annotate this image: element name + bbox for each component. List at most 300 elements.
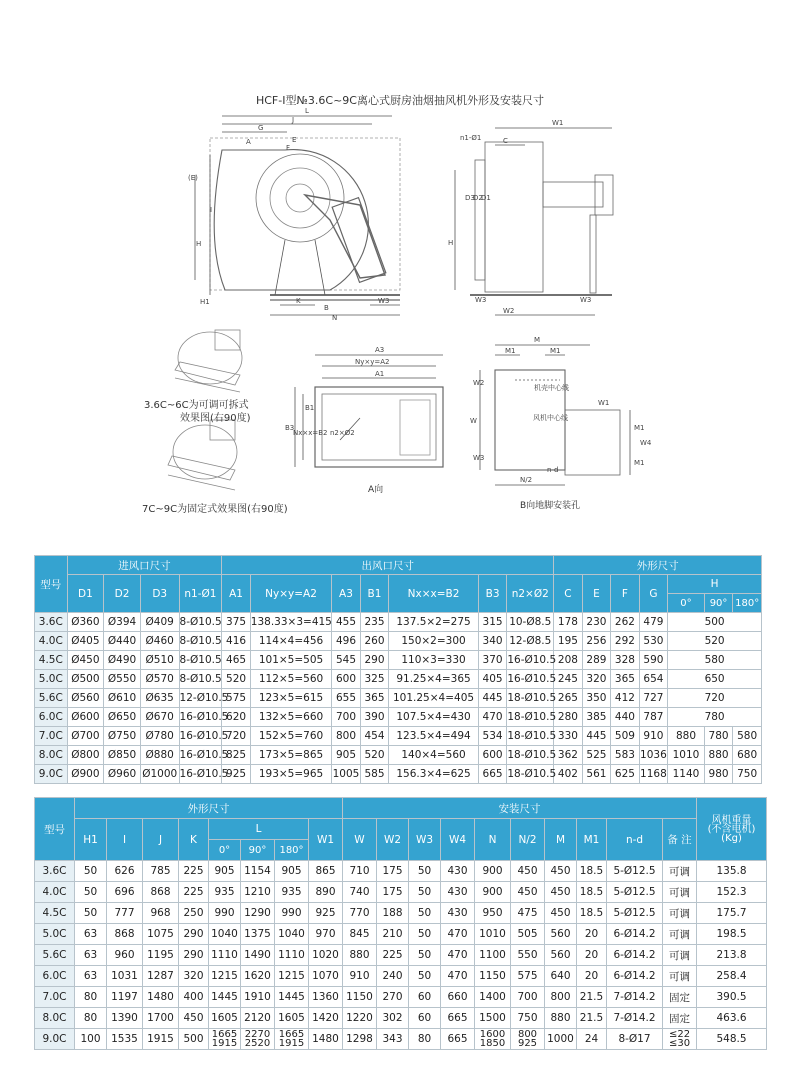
table-cell: 175 bbox=[377, 861, 409, 882]
table-cell: 1535 bbox=[107, 1029, 143, 1050]
table-row bbox=[35, 727, 762, 746]
table-cell: 890 bbox=[309, 882, 343, 903]
h-cell: 750 bbox=[733, 765, 762, 784]
col-e: E bbox=[582, 575, 611, 613]
h-cell: 720 bbox=[668, 689, 762, 708]
col-l-90: 90° bbox=[241, 840, 275, 861]
table-cell: 20 bbox=[577, 945, 607, 966]
table-cell: 525 bbox=[582, 746, 611, 765]
table-cell: 550 bbox=[511, 945, 545, 966]
table-cell: 450 bbox=[179, 1008, 209, 1029]
table-cell: 1195 bbox=[143, 945, 179, 966]
table-cell: Ø490 bbox=[104, 651, 141, 670]
col-f: F bbox=[611, 575, 640, 613]
table-cell: 可调 bbox=[663, 924, 697, 945]
model-cell: 6.0C bbox=[35, 966, 75, 987]
table-cell: 470 bbox=[441, 966, 475, 987]
table-cell: 21.5 bbox=[577, 1008, 607, 1029]
table-cell: Ø650 bbox=[104, 708, 141, 727]
model-cell: 3.6C bbox=[35, 861, 75, 882]
svg-text:M: M bbox=[534, 336, 541, 344]
table-cell: 696 bbox=[107, 882, 143, 903]
table-cell: 114×4=456 bbox=[250, 632, 331, 651]
table-cell: 5-Ø12.5 bbox=[607, 882, 663, 903]
table-cell: 100 bbox=[75, 1029, 107, 1050]
table-cell: 600 bbox=[478, 746, 507, 765]
fan-illustration-1 bbox=[175, 330, 242, 392]
table-cell: 24 bbox=[577, 1029, 607, 1050]
model-cell: 6.0C bbox=[35, 708, 68, 727]
model-cell: 5.0C bbox=[35, 924, 75, 945]
table-cell: 1360 bbox=[309, 987, 343, 1008]
table-row bbox=[35, 945, 767, 966]
l-cell: 1040 bbox=[209, 924, 241, 945]
table-row bbox=[35, 689, 762, 708]
table-cell: 63 bbox=[75, 924, 107, 945]
table-cell: 18-Ø10.5 bbox=[507, 746, 554, 765]
svg-text:K: K bbox=[296, 297, 301, 305]
table-cell: 91.25×4=365 bbox=[389, 670, 479, 689]
table-cell: 665 bbox=[441, 1008, 475, 1029]
n-half-cell: 800 925 bbox=[511, 1029, 545, 1050]
table-cell: 7-Ø14.2 bbox=[607, 987, 663, 1008]
table-cell: Ø405 bbox=[67, 632, 104, 651]
table-cell: 520 bbox=[360, 746, 389, 765]
col-n1: n1-Ø1 bbox=[179, 575, 222, 613]
table-cell: 445 bbox=[582, 727, 611, 746]
table-cell: 225 bbox=[179, 882, 209, 903]
table-cell: 868 bbox=[143, 882, 179, 903]
table-cell: 137.5×2=275 bbox=[389, 613, 479, 632]
table-cell: 925 bbox=[222, 765, 251, 784]
shape-group-header: 外形尺寸 bbox=[554, 556, 762, 575]
table-cell: 16-Ø10.5 bbox=[179, 708, 222, 727]
table-cell: 1700 bbox=[143, 1008, 179, 1029]
table-row bbox=[35, 651, 762, 670]
table-cell: 365 bbox=[360, 689, 389, 708]
table-cell: 475 bbox=[511, 903, 545, 924]
svg-text:W3: W3 bbox=[475, 296, 487, 304]
table-cell: 626 bbox=[107, 861, 143, 882]
model-cell: 5.6C bbox=[35, 689, 68, 708]
table-cell: 8-Ø10.5 bbox=[179, 651, 222, 670]
table-cell: 60 bbox=[409, 987, 441, 1008]
svg-text:I: I bbox=[210, 206, 213, 214]
table-cell: 7-Ø14.2 bbox=[607, 1008, 663, 1029]
table-cell: 8-Ø17 bbox=[607, 1029, 663, 1050]
table-cell: 640 bbox=[545, 966, 577, 987]
table-cell: 5-Ø12.5 bbox=[607, 861, 663, 882]
table-cell: 560 bbox=[545, 945, 577, 966]
table-cell: 505 bbox=[511, 924, 545, 945]
table-cell: 455 bbox=[332, 613, 361, 632]
table-cell: Ø460 bbox=[140, 632, 179, 651]
table-cell: 520 bbox=[222, 670, 251, 689]
caption-adjustable: 3.6C~6C为可调可拆式 bbox=[144, 400, 249, 411]
table-cell: 727 bbox=[639, 689, 668, 708]
table-cell: 465 bbox=[222, 651, 251, 670]
table-cell: 740 bbox=[343, 882, 377, 903]
table-cell: 450 bbox=[545, 882, 577, 903]
model-cell: 5.0C bbox=[35, 670, 68, 689]
col-d3: D3 bbox=[140, 575, 179, 613]
table-row bbox=[35, 924, 767, 945]
table-cell: Ø550 bbox=[104, 670, 141, 689]
col-h-180: 180° bbox=[733, 594, 762, 613]
table-cell: 710 bbox=[343, 861, 377, 882]
table-cell: 479 bbox=[639, 613, 668, 632]
table-cell: Ø409 bbox=[140, 613, 179, 632]
table-cell: 193×5=965 bbox=[250, 765, 331, 784]
table-cell: 50 bbox=[409, 861, 441, 882]
table-cell: 509 bbox=[611, 727, 640, 746]
col-w2: W2 bbox=[377, 819, 409, 861]
svg-text:L: L bbox=[305, 107, 309, 115]
table-cell: 16-Ø10.5 bbox=[179, 727, 222, 746]
table-cell: 50 bbox=[409, 903, 441, 924]
table-cell: 235 bbox=[360, 613, 389, 632]
table-cell: 175.7 bbox=[697, 903, 767, 924]
front-view-drawing bbox=[188, 107, 400, 322]
table-row bbox=[35, 1008, 767, 1029]
table-cell: 390.5 bbox=[697, 987, 767, 1008]
svg-text:F: F bbox=[286, 144, 291, 152]
h-cell: 880 bbox=[668, 727, 705, 746]
table-cell: 18.5 bbox=[577, 903, 607, 924]
svg-text:G: G bbox=[258, 124, 264, 132]
table-cell: 470 bbox=[441, 924, 475, 945]
table-cell: 63 bbox=[75, 966, 107, 987]
table-row bbox=[35, 861, 767, 882]
table-cell: 1100 bbox=[475, 945, 511, 966]
svg-text:Ny×y=A2: Ny×y=A2 bbox=[355, 358, 390, 366]
table-cell: 1480 bbox=[309, 1029, 343, 1050]
l-cell: 1910 bbox=[241, 987, 275, 1008]
col-d2: D2 bbox=[104, 575, 141, 613]
table-cell: 1500 bbox=[475, 1008, 511, 1029]
table-cell: Ø1000 bbox=[140, 765, 179, 784]
svg-text:n1-Ø1: n1-Ø1 bbox=[460, 134, 482, 142]
table-cell: 660 bbox=[441, 987, 475, 1008]
svg-text:N/2: N/2 bbox=[520, 476, 533, 484]
table-cell: 可调 bbox=[663, 861, 697, 882]
table-cell: 534 bbox=[478, 727, 507, 746]
table-cell: 302 bbox=[377, 1008, 409, 1029]
l-cell: 1210 bbox=[241, 882, 275, 903]
note-cell: ≤22 ≤30 bbox=[663, 1029, 697, 1050]
table-cell: 450 bbox=[511, 861, 545, 882]
weight-header: 风机重量 (不含电机) (Kg) bbox=[697, 798, 767, 861]
table-cell: Ø850 bbox=[104, 746, 141, 765]
model-cell: 4.5C bbox=[35, 903, 75, 924]
table-cell: 315 bbox=[478, 613, 507, 632]
table-cell: 110×3=330 bbox=[389, 651, 479, 670]
svg-text:M1: M1 bbox=[634, 459, 645, 467]
table-cell: 1036 bbox=[639, 746, 668, 765]
table-cell: 可调 bbox=[663, 903, 697, 924]
model-cell: 9.0C bbox=[35, 765, 68, 784]
col-m1: M1 bbox=[577, 819, 607, 861]
h-cell: 580 bbox=[733, 727, 762, 746]
table-cell: 1150 bbox=[475, 966, 511, 987]
l-cell: 1445 bbox=[275, 987, 309, 1008]
h-cell: 980 bbox=[704, 765, 733, 784]
l-cell: 1290 bbox=[241, 903, 275, 924]
table-cell: Ø960 bbox=[104, 765, 141, 784]
table-cell: Ø394 bbox=[104, 613, 141, 632]
h-cell: 650 bbox=[668, 670, 762, 689]
svg-text:W1: W1 bbox=[552, 119, 564, 127]
table-cell: 905 bbox=[332, 746, 361, 765]
table-row bbox=[35, 708, 762, 727]
table-cell: 123×5=615 bbox=[250, 689, 331, 708]
table-cell: 50 bbox=[409, 924, 441, 945]
table-cell: 496 bbox=[332, 632, 361, 651]
table-cell: 18.5 bbox=[577, 882, 607, 903]
table-cell: 350 bbox=[582, 689, 611, 708]
table-cell: 1400 bbox=[475, 987, 511, 1008]
table-cell: 213.8 bbox=[697, 945, 767, 966]
col-a3: A3 bbox=[332, 575, 361, 613]
a-view-caption: A向 bbox=[368, 485, 384, 495]
col-n2: n2×Ø2 bbox=[507, 575, 554, 613]
table-cell: Ø450 bbox=[67, 651, 104, 670]
col-h-90: 90° bbox=[704, 594, 733, 613]
l-cell: 1110 bbox=[275, 945, 309, 966]
b-view-caption: B向地脚安装孔 bbox=[520, 501, 581, 511]
table-cell: 可调 bbox=[663, 882, 697, 903]
h-cell: 780 bbox=[704, 727, 733, 746]
table-cell: Ø670 bbox=[140, 708, 179, 727]
col-b3: B3 bbox=[478, 575, 507, 613]
svg-text:D3: D3 bbox=[465, 194, 475, 202]
table-cell: 1420 bbox=[309, 1008, 343, 1029]
table-cell: 101×5=505 bbox=[250, 651, 331, 670]
svg-text:机壳中心线: 机壳中心线 bbox=[534, 384, 569, 392]
model-header: 型号 bbox=[35, 556, 68, 613]
table-cell: 900 bbox=[475, 861, 511, 882]
h-cell: 780 bbox=[668, 708, 762, 727]
table-cell: 50 bbox=[75, 903, 107, 924]
table-cell: 208 bbox=[554, 651, 583, 670]
table-cell: 500 bbox=[179, 1029, 209, 1050]
table-cell: 258.4 bbox=[697, 966, 767, 987]
table-cell: Ø440 bbox=[104, 632, 141, 651]
outlet-group-header: 出风口尺寸 bbox=[222, 556, 554, 575]
b-view-drawing bbox=[470, 336, 652, 511]
table-cell: 18-Ø10.5 bbox=[507, 727, 554, 746]
col-n-half: N/2 bbox=[511, 819, 545, 861]
table-cell: 620 bbox=[222, 708, 251, 727]
h-cell: 880 bbox=[704, 746, 733, 765]
col-h: H bbox=[668, 575, 762, 594]
svg-text:(E): (E) bbox=[188, 174, 198, 182]
table-cell: 787 bbox=[639, 708, 668, 727]
table-cell: 561 bbox=[582, 765, 611, 784]
table-cell: Ø780 bbox=[140, 727, 179, 746]
l-cell: 990 bbox=[209, 903, 241, 924]
table-cell: 可调 bbox=[663, 966, 697, 987]
l-cell: 1040 bbox=[275, 924, 309, 945]
table-cell: 665 bbox=[478, 765, 507, 784]
l-cell: 1154 bbox=[241, 861, 275, 882]
table-cell: 270 bbox=[377, 987, 409, 1008]
l-cell: 1215 bbox=[275, 966, 309, 987]
table-cell: 777 bbox=[107, 903, 143, 924]
table-cell: 固定 bbox=[663, 1008, 697, 1029]
l-cell: 2270 2520 bbox=[241, 1029, 275, 1050]
table-cell: 868 bbox=[107, 924, 143, 945]
table-cell: 8-Ø10.5 bbox=[179, 670, 222, 689]
table-cell: 445 bbox=[478, 689, 507, 708]
table-cell: 1075 bbox=[143, 924, 179, 945]
table-cell: 50 bbox=[409, 966, 441, 987]
col-a1: A1 bbox=[222, 575, 251, 613]
table-cell: 470 bbox=[478, 708, 507, 727]
h-cell: 1010 bbox=[668, 746, 705, 765]
table-cell: 910 bbox=[639, 727, 668, 746]
table-cell: 390 bbox=[360, 708, 389, 727]
table-cell: Ø510 bbox=[140, 651, 179, 670]
h-cell: 580 bbox=[668, 651, 762, 670]
model-cell: 3.6C bbox=[35, 613, 68, 632]
table-cell: 365 bbox=[611, 670, 640, 689]
table-cell: Ø750 bbox=[104, 727, 141, 746]
table-cell: 970 bbox=[309, 924, 343, 945]
l-cell: 1605 bbox=[209, 1008, 241, 1029]
table-cell: 320 bbox=[179, 966, 209, 987]
table-cell: 785 bbox=[143, 861, 179, 882]
table-cell: 210 bbox=[377, 924, 409, 945]
table-cell: 132×5=660 bbox=[250, 708, 331, 727]
table-cell: 385 bbox=[582, 708, 611, 727]
table-cell: 865 bbox=[309, 861, 343, 882]
table-cell: 590 bbox=[639, 651, 668, 670]
model-cell: 9.0C bbox=[35, 1029, 75, 1050]
table-cell: 178 bbox=[554, 613, 583, 632]
table-cell: 175 bbox=[377, 882, 409, 903]
table-cell: 265 bbox=[554, 689, 583, 708]
svg-text:M1: M1 bbox=[550, 347, 561, 355]
svg-text:W1: W1 bbox=[598, 399, 610, 407]
table-cell: 18.5 bbox=[577, 861, 607, 882]
table-cell: 10-Ø8.5 bbox=[507, 613, 554, 632]
table-cell: 585 bbox=[360, 765, 389, 784]
h-cell: 520 bbox=[668, 632, 762, 651]
table-cell: 362 bbox=[554, 746, 583, 765]
table-cell: 152×5=760 bbox=[250, 727, 331, 746]
l-cell: 1375 bbox=[241, 924, 275, 945]
svg-text:n2×Ø2: n2×Ø2 bbox=[330, 429, 355, 437]
svg-text:W4: W4 bbox=[640, 439, 652, 447]
model-cell: 7.0C bbox=[35, 727, 68, 746]
table-cell: 1000 bbox=[545, 1029, 577, 1050]
table-cell: 600 bbox=[332, 670, 361, 689]
table-cell: 289 bbox=[582, 651, 611, 670]
l-cell: 990 bbox=[275, 903, 309, 924]
col-b1: B1 bbox=[360, 575, 389, 613]
table-cell: 880 bbox=[343, 945, 377, 966]
l-cell: 1110 bbox=[209, 945, 241, 966]
table-row bbox=[35, 987, 767, 1008]
table-cell: 440 bbox=[611, 708, 640, 727]
col-l: L bbox=[209, 819, 309, 840]
svg-text:B1: B1 bbox=[305, 404, 315, 412]
table-cell: 250 bbox=[179, 903, 209, 924]
table-cell: 195 bbox=[554, 632, 583, 651]
table-cell: 430 bbox=[441, 861, 475, 882]
table-cell: 6-Ø14.2 bbox=[607, 924, 663, 945]
table-cell: 1031 bbox=[107, 966, 143, 987]
svg-text:A: A bbox=[246, 138, 251, 146]
table-cell: 450 bbox=[511, 882, 545, 903]
table-cell: 138.33×3=415 bbox=[250, 613, 331, 632]
shape-group-header-2: 外形尺寸 bbox=[75, 798, 343, 819]
table-cell: Ø500 bbox=[67, 670, 104, 689]
table-cell: 150×2=300 bbox=[389, 632, 479, 651]
table-cell: 123.5×4=494 bbox=[389, 727, 479, 746]
l-cell: 1665 1915 bbox=[209, 1029, 241, 1050]
table-cell: 16-Ø10.5 bbox=[507, 651, 554, 670]
table-cell: 80 bbox=[75, 987, 107, 1008]
table-cell: 280 bbox=[554, 708, 583, 727]
table-cell: 60 bbox=[409, 1008, 441, 1029]
svg-text:W2: W2 bbox=[473, 379, 485, 387]
table-cell: 720 bbox=[222, 727, 251, 746]
model-cell: 4.0C bbox=[35, 882, 75, 903]
l-cell: 1215 bbox=[209, 966, 241, 987]
table-cell: 330 bbox=[554, 727, 583, 746]
svg-text:W3: W3 bbox=[378, 297, 390, 305]
table-cell: 12-Ø10.5 bbox=[179, 689, 222, 708]
l-cell: 905 bbox=[275, 861, 309, 882]
col-l-0: 0° bbox=[209, 840, 241, 861]
table-cell: 960 bbox=[107, 945, 143, 966]
table-cell: 18-Ø10.5 bbox=[507, 689, 554, 708]
col-m: M bbox=[545, 819, 577, 861]
l-cell: 2120 bbox=[241, 1008, 275, 1029]
table-cell: 328 bbox=[611, 651, 640, 670]
table-cell: 固定 bbox=[663, 987, 697, 1008]
table-cell: 112×5=560 bbox=[250, 670, 331, 689]
h-cell: 680 bbox=[733, 746, 762, 765]
model-cell: 5.6C bbox=[35, 945, 75, 966]
table-cell: 416 bbox=[222, 632, 251, 651]
svg-text:H: H bbox=[196, 240, 202, 248]
table-cell: 1390 bbox=[107, 1008, 143, 1029]
table-row bbox=[35, 966, 767, 987]
svg-text:W: W bbox=[470, 417, 477, 425]
table-cell: 6-Ø14.2 bbox=[607, 945, 663, 966]
table-cell: 18-Ø10.5 bbox=[507, 708, 554, 727]
model-cell: 7.0C bbox=[35, 987, 75, 1008]
table-cell: 292 bbox=[611, 632, 640, 651]
svg-text:H: H bbox=[448, 239, 454, 247]
table-cell: 21.5 bbox=[577, 987, 607, 1008]
table-cell: Ø570 bbox=[140, 670, 179, 689]
table-cell: 290 bbox=[179, 924, 209, 945]
col-a2: Ny×y=A2 bbox=[250, 575, 331, 613]
table-cell: 430 bbox=[441, 903, 475, 924]
table-cell: 463.6 bbox=[697, 1008, 767, 1029]
install-group-header: 安装尺寸 bbox=[343, 798, 697, 819]
table-cell: 107.5×4=430 bbox=[389, 708, 479, 727]
l-cell: 1490 bbox=[241, 945, 275, 966]
table-cell: 325 bbox=[360, 670, 389, 689]
table-cell: 6-Ø14.2 bbox=[607, 966, 663, 987]
table-cell: 575 bbox=[222, 689, 251, 708]
table-cell: 50 bbox=[75, 882, 107, 903]
